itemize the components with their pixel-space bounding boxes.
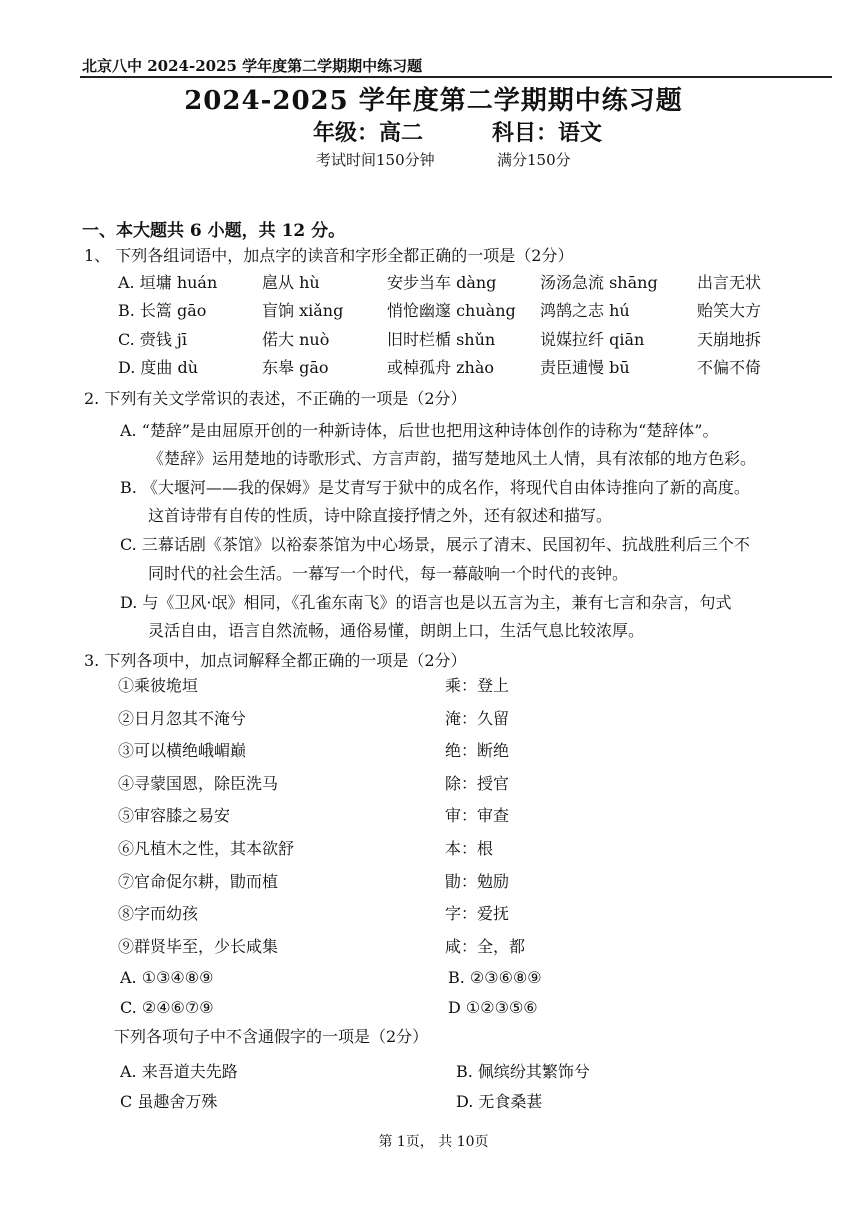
q1-word-cell: 出言无状 xyxy=(697,273,762,292)
section-heading: 一、本大题共 6 小题，共 12 分。 xyxy=(82,221,346,241)
page-title: 2024-2025 学年度第二学期期中练习题 xyxy=(184,86,683,116)
q2-option-c-cont: 同时代的社会生活。一幕写一个时代，每一幕敲响一个时代的丧钟。 xyxy=(148,564,629,583)
grade-label: 年级：高二 xyxy=(313,120,424,146)
q3-item-gloss: 字：爱抚 xyxy=(445,904,510,923)
q4-option-c: C 虽趣舍万殊 xyxy=(120,1092,218,1111)
q2-option-b-cont: 这首诗带有自传的性质，诗中除直接抒情之外，还有叙述和描写。 xyxy=(148,506,613,525)
q2-option-d: D. 与《卫风·氓》相同，《孔雀东南飞》的语言也是以五言为主，兼有七言和杂言，句式 xyxy=(120,593,732,612)
q3-option-b: B. ②③⑥⑧⑨ xyxy=(448,968,542,987)
q4-option-d: D. 无食桑葚 xyxy=(456,1092,543,1111)
q4-option-a: A. 来吾道夫先路 xyxy=(120,1062,238,1081)
q1-word-cell: 旧时栏楯 shǔn xyxy=(387,330,496,349)
q3-item-phrase: ②日月忽其不淹兮 xyxy=(118,709,247,728)
q3-item-phrase: ④寻蒙国恩，除臣洗马 xyxy=(118,774,279,793)
q3-item-phrase: ⑧字而幼孩 xyxy=(118,904,199,923)
q3-item-phrase: ③可以横绝峨嵋巅 xyxy=(118,741,247,760)
q3-option-d: D ①②③⑤⑥ xyxy=(448,998,538,1017)
header-divider xyxy=(80,76,832,78)
q3-option-a: A. ①③④⑧⑨ xyxy=(120,968,214,987)
q1-word-cell: 偌大 nuò xyxy=(262,330,330,349)
q2-option-c: C. 三幕话剧《茶馆》以裕泰茶馆为中心场景，展示了清末、民国初年、抗战胜利后三个不 xyxy=(120,535,750,554)
q1-word-cell: D. 度曲 dù xyxy=(118,358,199,377)
q3-item-gloss: 淹：久留 xyxy=(445,709,510,728)
full-score: 满分150分 xyxy=(497,151,571,169)
q1-word-cell: 安步当车 dàng xyxy=(387,273,497,292)
q1-word-cell: 或棹孤舟 zhào xyxy=(387,358,494,377)
q1-word-cell: A. 垣墉 huán xyxy=(118,273,218,292)
q3-item-gloss: 审：审查 xyxy=(445,806,510,825)
q1-word-cell: 汤汤急流 shāng xyxy=(540,273,658,292)
q3-item-gloss: 绝：断绝 xyxy=(445,741,510,760)
q1-word-cell: 鸿鹄之志 hú xyxy=(540,301,630,320)
q1-word-cell: 悄怆幽邃 chuàng xyxy=(387,301,516,320)
q1-stem: 1、 下列各组词语中，加点字的读音和字形全都正确的一项是（2分） xyxy=(84,246,574,265)
q1-word-cell: 说媒拉纤 qiān xyxy=(540,330,645,349)
q3-item-gloss: 咸：全，都 xyxy=(445,937,526,956)
q3-item-gloss: 乘：登上 xyxy=(445,676,510,695)
q4-stem: 下列各项句子中不含通假字的一项是（2分） xyxy=(114,1027,429,1046)
q3-item-gloss: 勖：勉励 xyxy=(445,872,510,891)
q1-word-cell: C. 赍钱 jī xyxy=(118,330,188,349)
q3-stem: 3. 下列各项中，加点词解释全都正确的一项是（2分） xyxy=(84,651,467,670)
q1-word-cell: 责臣逋慢 bū xyxy=(540,358,630,377)
q3-item-phrase: ⑦官命促尔耕，勖而植 xyxy=(118,872,279,891)
page-footer: 第 1页， 共 10页 xyxy=(378,1134,489,1150)
q3-item-phrase: ⑤审容膝之易安 xyxy=(118,806,231,825)
q3-item-phrase: ⑥凡植木之性，其本欲舒 xyxy=(118,839,295,858)
q1-word-cell: B. 长篙 gāo xyxy=(118,301,207,320)
q1-word-cell: 东皋 gāo xyxy=(262,358,329,377)
q2-option-b: B. 《大堰河——我的保姆》是艾青写于狱中的成名作，将现代自由体诗推向了新的高度。 xyxy=(120,478,750,497)
q1-word-cell: 不偏不倚 xyxy=(697,358,762,377)
q1-word-cell: 天崩地拆 xyxy=(697,330,762,349)
q3-item-phrase: ①乘彼垝垣 xyxy=(118,676,199,695)
q3-item-gloss: 本：根 xyxy=(445,839,494,858)
q1-word-cell: 盲饷 xiǎng xyxy=(262,301,344,320)
q1-word-cell: 贻笑大方 xyxy=(697,301,762,320)
q1-word-cell: 扈从 hù xyxy=(262,273,320,292)
q3-item-gloss: 除：授官 xyxy=(445,774,510,793)
q3-option-c: C. ②④⑥⑦⑨ xyxy=(120,998,214,1017)
running-header: 北京八中 2024-2025 学年度第二学期期中练习题 xyxy=(82,57,423,75)
q2-option-d-cont: 灵活自由，语言自然流畅，通俗易懂，朗朗上口，生活气息比较浓厚。 xyxy=(148,621,645,640)
q4-option-b: B. 佩缤纷其繁饰兮 xyxy=(456,1062,590,1081)
q2-option-a: A. “楚辞”是由屈原开创的一种新诗体，后世也把用这种诗体创作的诗称为“楚辞体”。 xyxy=(120,421,719,440)
subject-label: 科目：语文 xyxy=(492,120,603,146)
q2-option-a-cont: 《楚辞》运用楚地的诗歌形式、方言声韵，描写楚地风土人情，具有浓郁的地方色彩。 xyxy=(148,449,757,468)
q3-item-phrase: ⑨群贤毕至，少长咸集 xyxy=(118,937,279,956)
exam-time: 考试时间150分钟 xyxy=(316,151,435,169)
q2-stem: 2. 下列有关文学常识的表述，不正确的一项是（2分） xyxy=(84,389,467,408)
